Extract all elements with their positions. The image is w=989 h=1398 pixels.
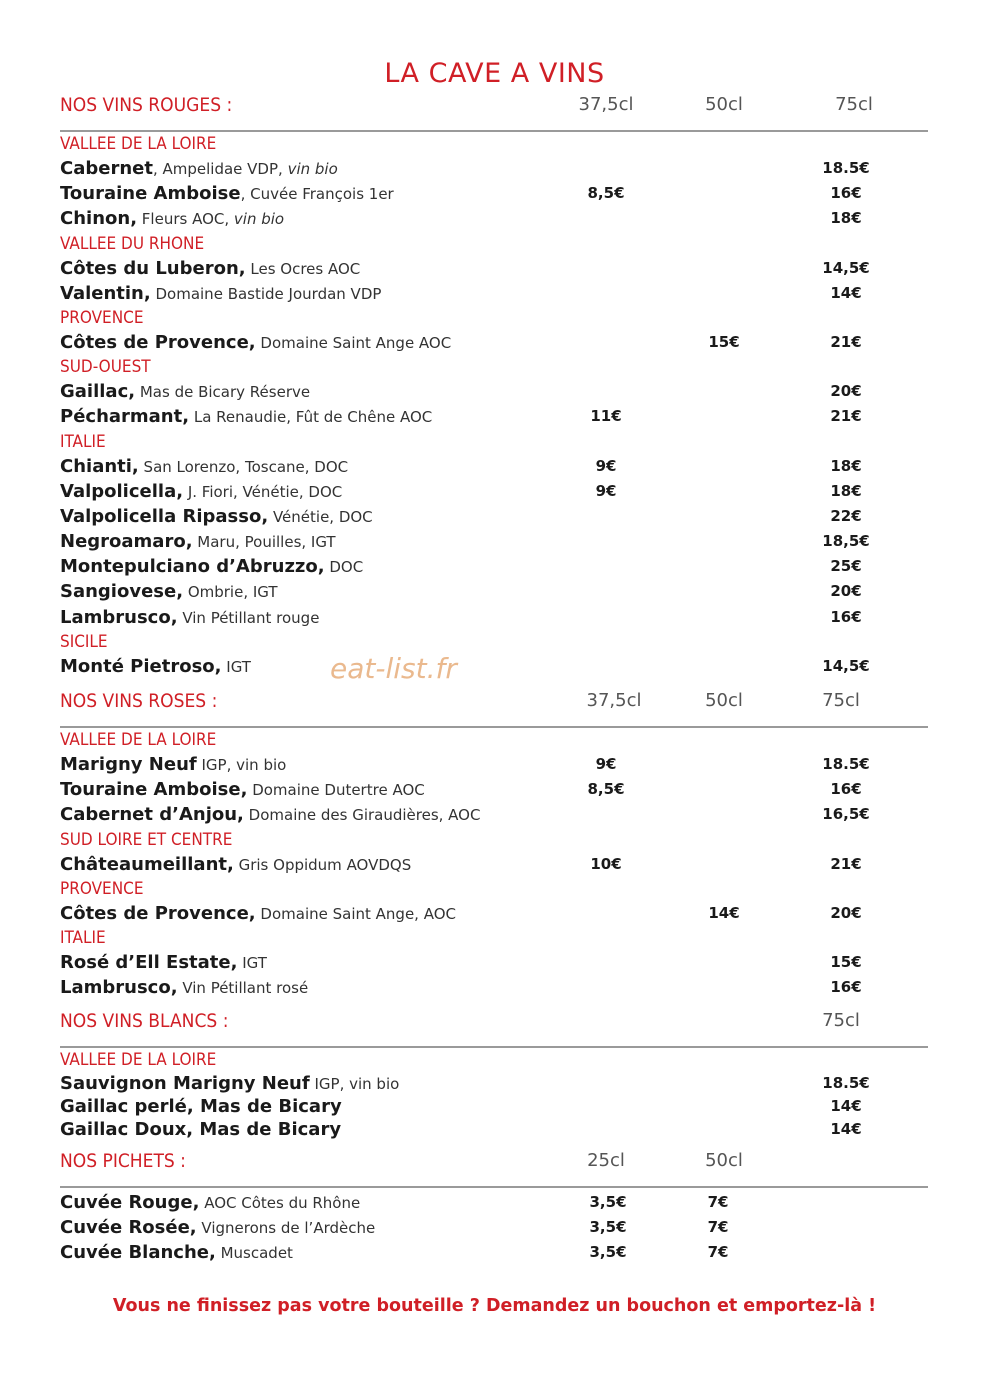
wine-name: Touraine Amboise [60,183,241,205]
wine-detail-text: AOC Côtes du Rhône [199,1194,361,1212]
wine-name: Negroamaro, [60,531,193,553]
list-item [60,1190,930,1215]
price-75cl: 16,5€ [822,805,870,824]
price-75cl: 22€ [830,506,862,525]
wine-detail-text: IGT [221,657,251,676]
wine-name: Chinon, [60,208,138,230]
price-50cl: 7€ [707,1193,729,1211]
wine-detail-text: Domaine Bastide Jourdan VDP [150,284,382,303]
list-item [60,975,930,1000]
wine-detail-text: Domaine Saint Ange, AOC [255,904,456,923]
wine-detail [246,260,361,278]
wine-detail [247,781,424,799]
wine-detail [310,1075,400,1093]
wine-list-rouges [60,132,930,679]
price-75cl: 16€ [830,780,862,799]
wine-name: Lambrusco, [60,977,178,999]
col-header-37cl: 37,5cl [578,94,634,115]
price-75cl: 14€ [830,283,862,302]
price-25cl: 3,5€ [589,1218,627,1237]
list-item [60,605,930,630]
wine-detail-text: Domaine des Giraudières, AOC [243,806,481,825]
list-item [60,1072,930,1095]
wine-name: Marigny Neuf [60,754,197,775]
list-item [60,554,930,579]
list-item [60,181,930,206]
wine-detail [139,458,348,476]
col-header-50cl: 50cl [705,94,743,115]
wine-name: Lambrusco, [60,606,178,628]
wine-name: Gaillac perlé, Mas de Bicary [60,1096,342,1117]
wine-detail-text: Mas de Bicary Réserve [135,383,311,402]
price-37-5cl: 8,5€ [587,184,625,203]
price-75cl: 16€ [830,184,862,203]
price-75cl: 14€ [830,1097,862,1115]
wine-detail [135,383,310,401]
wine-detail [197,1219,376,1237]
wine-detail-text: Domaine Saint Ange AOC [255,333,452,352]
wine-detail [178,979,309,997]
list-item [60,504,930,529]
wine-detail [256,334,452,352]
price-75cl: 15€ [830,952,862,971]
wine-name: Cuvée Blanche, [60,1242,216,1264]
list-item [60,950,930,975]
price-75cl: 20€ [830,382,862,401]
price-37-5cl: 9€ [595,755,617,773]
price-25cl: 3,5€ [589,1243,627,1262]
price-75cl: 18.5€ [822,159,870,177]
wine-detail-text: IGT [237,953,267,972]
list-item [60,1215,930,1240]
wine-name: Cabernet [60,158,153,179]
section-title: NOS VINS BLANCS : [60,1010,229,1032]
wine-detail-text: San Lorenzo, Toscane, DOC [138,457,349,476]
list-item [60,479,930,504]
list-item [60,1118,930,1141]
wine-detail-text: Muscadet [215,1244,293,1263]
wine-detail [268,508,372,526]
list-item [60,330,930,355]
wine-detail-text: Vin Pétillant rouge [177,608,320,627]
wine-detail-text: Domaine Dutertre AOC [247,781,425,800]
wine-name: Valentin, [60,282,151,304]
region-heading: SICILE [60,631,108,652]
region-heading: VALLEE DE LA LOIRE [60,134,217,154]
price-75cl: 20€ [830,903,862,922]
section-title: NOS PICHETS : [60,1150,186,1172]
col-header-25cl: 25cl [587,1150,625,1171]
wine-detail-text: , Cuvée François 1er [240,185,394,204]
wine-name: Cabernet d’Anjou, [60,804,244,826]
section-header-blancs [60,1010,930,1050]
wine-detail [197,756,287,774]
wine-detail-text: Les Ocres AOC [245,259,361,278]
col-header-75cl: 75cl [835,94,873,115]
price-75cl: 18,5€ [822,532,870,551]
price-75cl: 14,5€ [822,258,870,277]
wine-list-pichets [60,1190,930,1266]
wine-name: Chianti, [60,455,139,477]
wine-name: Pécharmant, [60,406,190,428]
wine-detail-text: Maru, Pouilles, IGT [192,533,336,552]
wine-detail [178,609,320,627]
col-header-50cl: 50cl [705,1150,743,1171]
wine-name: Cuvée Rouge, [60,1192,200,1213]
wine-name: Côtes du Luberon, [60,257,246,279]
wine-detail [199,1194,360,1212]
price-75cl: 18€ [830,209,862,228]
wine-detail-text: Ombrie, IGT [183,583,278,602]
section-title: NOS VINS ROUGES : [60,94,233,116]
wine-detail [189,408,432,426]
list-item [60,1095,930,1118]
wine-detail [256,905,456,923]
wine-name: Montepulciano d’Abruzzo, [60,556,325,578]
price-75cl: 18.5€ [822,755,870,773]
wine-name: Gaillac Doux, Mas de Bicary [60,1119,342,1140]
list-item [60,281,930,306]
wine-detail-text: DOC [324,558,364,577]
wine-detail-text: Fleurs AOC, [137,210,234,229]
wine-name: Côtes de Provence, [60,902,256,924]
price-37-5cl: 8,5€ [587,780,625,799]
wine-detail-text: Vin Pétillant rosé [177,979,309,998]
price-25cl: 3,5€ [589,1193,627,1211]
wine-detail [241,185,394,203]
wine-detail-italic: vin bio [233,210,285,229]
price-37-5cl: 9€ [595,481,617,500]
section-header-pichets [60,1150,930,1190]
wine-name: Cuvée Rosée, [60,1217,197,1239]
wine-detail-italic: vin bio [287,160,338,178]
page-title: LA CAVE A VINS [384,58,605,89]
wine-detail [216,1244,293,1262]
footer-note: Vous ne finissez pas votre bouteille ? Demandez un bouchon et emportez-là ! [112,1296,877,1316]
price-50cl: 7€ [707,1218,729,1237]
wine-name: Gaillac, [60,381,136,403]
wine-detail-text: , Ampelidae VDP, [152,160,288,178]
wine-detail-text: IGP, vin bio [309,1075,400,1093]
col-header-75cl: 75cl [822,690,860,711]
wine-name: Touraine Amboise, [60,779,248,801]
wine-name: Côtes de Provence, [60,331,256,353]
list-item [60,404,930,429]
list-item [60,852,930,877]
wine-name: Châteaumeillant, [60,853,234,875]
price-75cl: 16€ [830,978,862,997]
list-item [60,206,930,231]
list-item [60,454,930,479]
list-item [60,654,930,679]
price-75cl: 16€ [830,607,862,626]
region-heading: VALLEE DE LA LOIRE [60,730,217,750]
price-75cl: 25€ [830,557,862,576]
section-title: NOS VINS ROSES : [60,690,218,712]
wine-detail-text: Vénétie, DOC [268,507,373,526]
price-75cl: 21€ [830,407,862,426]
wine-detail [325,558,364,576]
list-item [60,802,930,827]
wine-list-blancs [60,1048,930,1141]
price-75cl: 14,5€ [822,656,870,675]
list-item [60,777,930,802]
price-50cl: 15€ [708,332,740,351]
wine-detail-text: La Renaudie, Fût de Chêne AOC [189,408,433,427]
list-item [60,579,930,604]
price-50cl: 7€ [707,1243,729,1262]
list-item [60,752,930,777]
wine-detail [153,160,338,178]
list-item [60,901,930,926]
divider [60,1186,928,1188]
list-item [60,379,930,404]
wine-name: Rosé d’Ell Estate, [60,951,238,973]
watermark: eat-list.fr [330,652,457,685]
price-37-5cl: 9€ [595,456,617,475]
price-37-5cl: 11€ [590,407,622,426]
region-heading: VALLEE DU RHONE [60,233,205,254]
wine-name: Monté Pietroso, [60,655,222,677]
wine-detail [244,806,481,824]
list-item [60,256,930,281]
wine-name: Valpolicella, [60,480,184,502]
price-75cl: 21€ [830,854,862,873]
region-heading: ITALIE [60,431,106,452]
wine-detail-text: IGP, vin bio [196,756,287,774]
wine-detail [183,483,342,501]
wine-detail-text: Gris Oppidum AOVDQS [233,855,412,874]
price-75cl: 20€ [830,582,862,601]
section-header-rouges [60,94,930,134]
list-item [60,156,930,181]
region-heading: PROVENCE [60,878,144,899]
wine-detail-text: Vignerons de l’Ardèche [196,1219,376,1238]
region-heading: ITALIE [60,927,106,948]
price-50cl: 14€ [708,903,740,922]
wine-detail [237,954,266,972]
region-heading: SUD LOIRE ET CENTRE [60,829,233,850]
wine-detail-text: J. Fiori, Vénétie, DOC [183,482,343,501]
wine-name: Valpolicella Ripasso, [60,505,269,527]
wine-name: Sauvignon Marigny Neuf [60,1073,310,1094]
wine-detail [193,533,336,551]
wine-detail [183,583,277,601]
wine-detail [151,285,382,303]
price-75cl: 21€ [830,332,862,351]
col-header-50cl: 50cl [705,690,743,711]
wine-detail [222,658,251,676]
price-75cl: 18€ [830,456,862,475]
col-header-75cl: 75cl [822,1010,860,1031]
list-item [60,1240,930,1265]
list-item [60,529,930,554]
price-75cl: 18.5€ [822,1074,870,1092]
section-header-roses [60,690,930,730]
region-heading: PROVENCE [60,307,144,328]
col-header-37cl: 37,5cl [586,690,642,711]
wine-detail [234,856,411,874]
wine-detail [137,210,284,228]
price-37-5cl: 10€ [590,854,622,873]
wine-list-roses [60,728,930,1000]
price-75cl: 14€ [830,1120,862,1138]
region-heading: SUD-OUEST [60,357,151,378]
wine-name: Sangiovese, [60,581,184,603]
region-heading: VALLEE DE LA LOIRE [60,1050,217,1070]
price-75cl: 18€ [830,481,862,500]
